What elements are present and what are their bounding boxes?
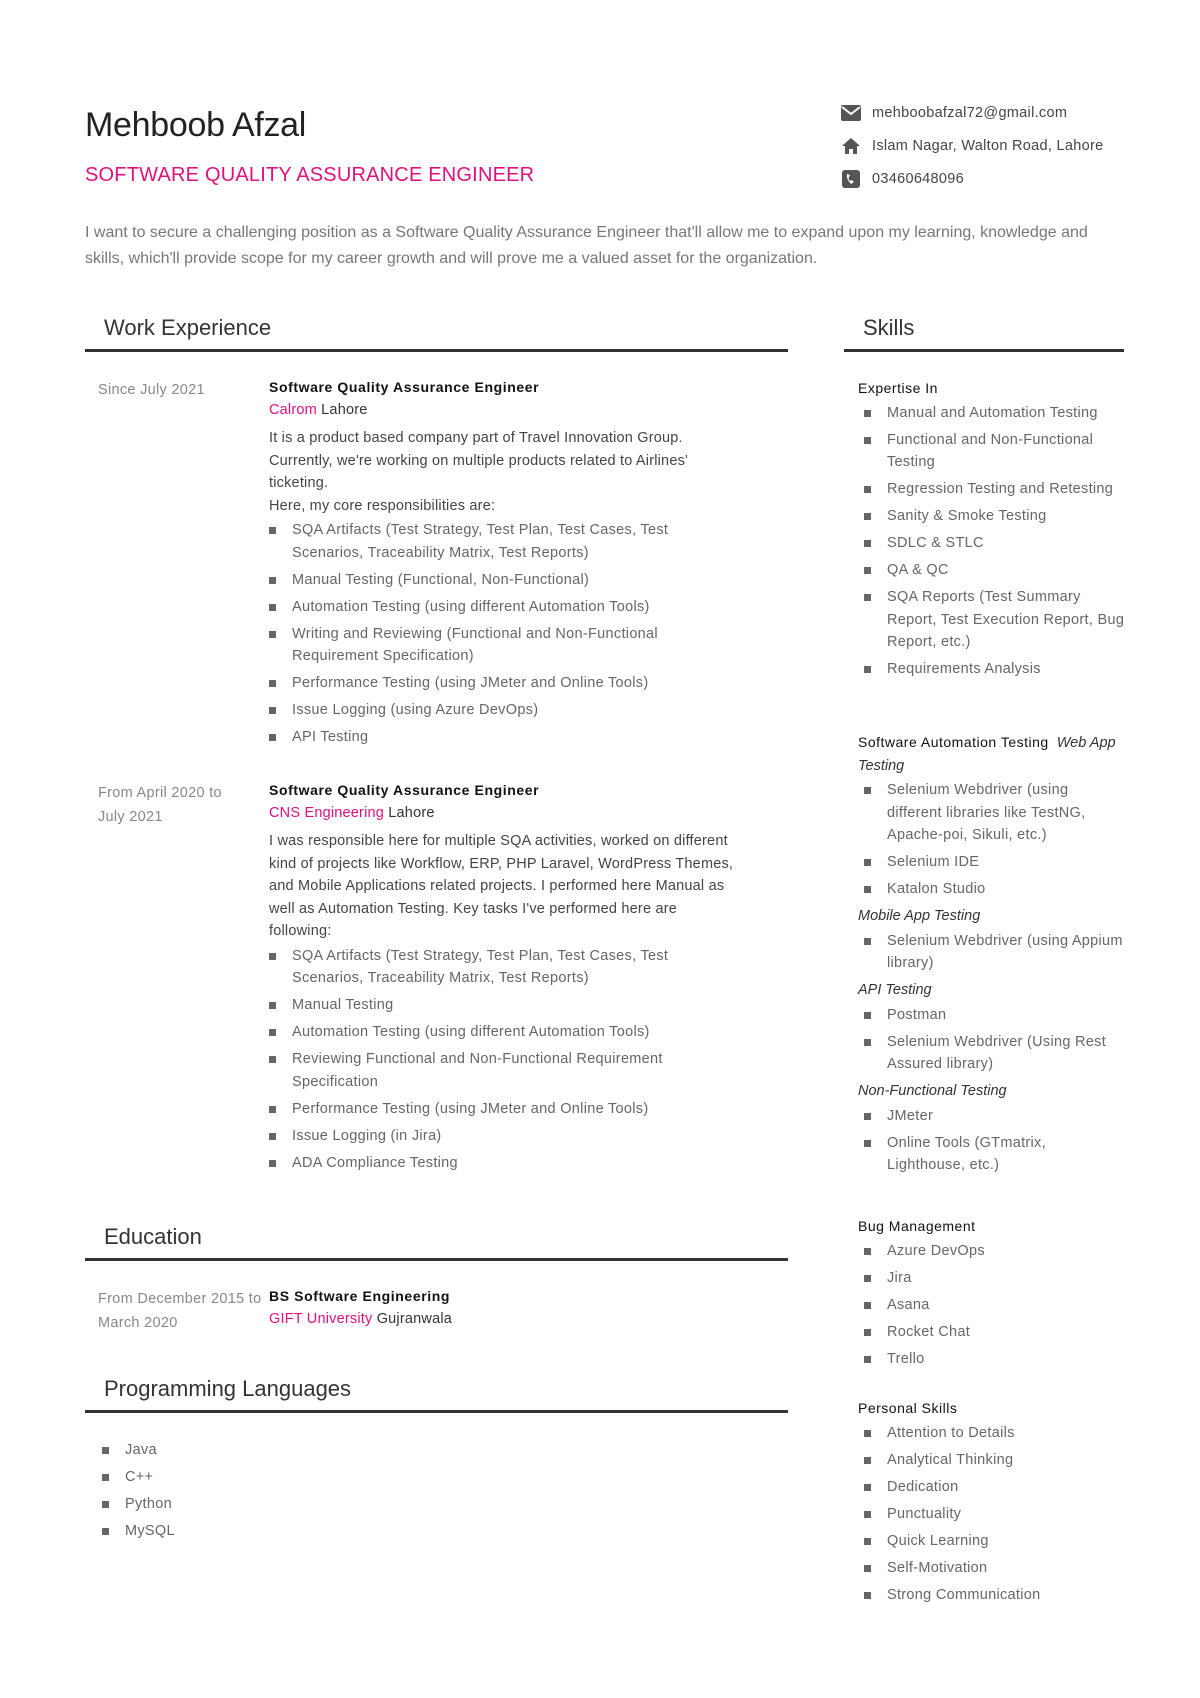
- list-item-text: QA & QC: [887, 562, 949, 578]
- list-item: [858, 1267, 1126, 1290]
- list-item-text: Automation Testing (using different Automation Tools): [292, 1024, 650, 1040]
- list-item: [102, 1439, 402, 1462]
- list-item-text: SQA Artifacts (Test Strategy, Test Plan, Test Cases, Test Scenarios, Traceability Matrix, Test Reports): [292, 947, 669, 986]
- work-experience-rule: [85, 349, 788, 352]
- list-item-text: C++: [125, 1469, 154, 1485]
- job-entry: [269, 376, 739, 753]
- list-item-text: Dedication: [887, 1478, 959, 1495]
- list-item: [858, 586, 1126, 654]
- bullet-icon: [864, 1457, 871, 1464]
- bullet-icon: [269, 707, 276, 714]
- list-item: [858, 559, 1126, 582]
- list-item: [858, 532, 1126, 555]
- skill-category: Bug Management: [858, 1218, 976, 1234]
- list-item-text: Manual Testing: [292, 997, 394, 1013]
- bullet-icon: [269, 1133, 276, 1140]
- list-item: [269, 726, 739, 749]
- bullet-icon: [864, 938, 871, 945]
- list-item-text: Postman: [887, 1006, 947, 1023]
- school-location: Gujranwala: [376, 1310, 453, 1327]
- list-item-text: Manual Testing (Functional, Non-Functional): [292, 571, 590, 588]
- home-icon: [840, 137, 862, 155]
- bullet-icon: [269, 1106, 276, 1113]
- bullet-icon: [102, 1528, 109, 1535]
- skills-expertise: [858, 375, 1126, 685]
- list-item: [269, 623, 739, 668]
- list-item-text: ADA Compliance Testing: [292, 1154, 458, 1171]
- list-item: [858, 1031, 1126, 1076]
- list-item-text: Issue Logging (using Azure DevOps): [292, 702, 539, 718]
- list-item: [269, 945, 739, 990]
- list-item: [858, 1004, 1126, 1027]
- job-intro: Here, my core responsibilities are:: [269, 497, 496, 514]
- bullet-icon: [864, 666, 871, 673]
- bullet-icon: [864, 1113, 871, 1120]
- list-item: [269, 1048, 739, 1093]
- bullet-icon: [864, 1484, 871, 1491]
- list-item: [269, 672, 739, 695]
- bullet-icon: [864, 1565, 871, 1572]
- contact-phone: [840, 170, 964, 188]
- list-item-text: Attention to Details: [887, 1424, 1015, 1441]
- job-date: Since July 2021: [98, 382, 205, 398]
- list-item: [858, 1294, 1126, 1317]
- skills-heading: Skills: [863, 315, 915, 340]
- list-item: [858, 429, 1126, 474]
- skills-rule: [844, 349, 1124, 352]
- list-item: [269, 569, 739, 592]
- list-item-text: Selenium Webdriver (using Appium library): [887, 932, 1123, 971]
- candidate-name: Mehboob Afzal: [85, 106, 307, 144]
- list-item-text: Jira: [887, 1269, 912, 1286]
- list-item: [858, 930, 1126, 975]
- bullet-icon: [864, 787, 871, 794]
- list-item-text: SQA Reports (Test Summary Report, Test Execution Report, Bug Report, etc.): [887, 589, 1125, 650]
- list-item: [858, 1105, 1126, 1128]
- bullet-icon: [864, 1248, 871, 1255]
- list-item: [858, 779, 1126, 847]
- work-experience-heading: Work Experience: [104, 315, 272, 340]
- job-description: It is a product based company part of Travel Innovation Group. Currently, we're working on multiple products related to Airlines' ticketing.: [269, 430, 689, 491]
- list-item-text: Asana: [887, 1296, 930, 1313]
- contact-email: [840, 104, 1067, 122]
- list-item-text: Issue Logging (in Jira): [292, 1127, 442, 1144]
- list-item-text: JMeter: [887, 1107, 934, 1124]
- bullet-icon: [269, 1002, 276, 1009]
- list-item: [858, 1584, 1126, 1607]
- bullet-icon: [864, 410, 871, 417]
- programming-languages-rule: [85, 1410, 788, 1413]
- list-item-text: Online Tools (GTmatrix, Lighthouse, etc.): [887, 1134, 1046, 1173]
- bullet-icon: [102, 1474, 109, 1481]
- job-entry: [269, 779, 739, 1179]
- bullet-icon: [269, 631, 276, 638]
- bullet-icon: [269, 953, 276, 960]
- list-item-text: Trello: [887, 1350, 925, 1367]
- bullet-icon: [864, 1012, 871, 1019]
- list-item: [858, 478, 1126, 501]
- list-item-text: Automation Testing (using different Automation Tools): [292, 598, 650, 615]
- summary: I want to secure a challenging position as a Software Quality Assurance Engineer that'll allow me to expand upon my learning, knowledge and skills, which'll provide scope for my career growth and will prove me a valued asset for the organization.: [85, 224, 1088, 267]
- list-item-text: Java: [125, 1442, 157, 1458]
- list-item: [858, 402, 1126, 425]
- job-title: Software Quality Assurance Engineer: [269, 379, 540, 395]
- list-item-text: Quick Learning: [887, 1532, 989, 1549]
- bullet-icon: [864, 886, 871, 893]
- skill-category: Personal Skills: [858, 1400, 958, 1416]
- bullet-icon: [269, 734, 276, 741]
- job-date: From April 2020 to July 2021: [98, 785, 222, 825]
- bullet-icon: [269, 1029, 276, 1036]
- bullet-icon: [864, 1140, 871, 1147]
- email-text[interactable]: mehboobafzal72@gmail.com: [872, 105, 1068, 121]
- list-item-text: Self-Motivation: [887, 1559, 988, 1576]
- job-title: Software Quality Assurance Engineer: [269, 782, 540, 798]
- list-item-text: Strong Communication: [887, 1586, 1041, 1603]
- list-item: [858, 505, 1126, 528]
- skill-subcategory: Web App Testing: [858, 735, 1116, 774]
- list-item-text: Performance Testing (using JMeter and Online Tools): [292, 1100, 649, 1117]
- bullet-icon: [864, 486, 871, 493]
- list-item: [858, 1132, 1126, 1177]
- list-item: [858, 1422, 1126, 1445]
- bullet-icon: [864, 1592, 871, 1599]
- bullet-icon: [864, 1039, 871, 1046]
- bullet-icon: [864, 437, 871, 444]
- list-item: [269, 596, 739, 619]
- list-item: [102, 1493, 402, 1516]
- bullet-icon: [864, 540, 871, 547]
- contact-address: [840, 137, 1104, 155]
- education-date: From December 2015 to March 2020: [98, 1291, 262, 1331]
- list-item: [269, 1125, 739, 1148]
- list-item-text: Rocket Chat: [887, 1323, 971, 1340]
- bullet-icon: [864, 1329, 871, 1336]
- list-item-text: SDLC & STLC: [887, 535, 984, 551]
- list-item: [858, 851, 1126, 874]
- skill-subcategory: Mobile App Testing: [858, 908, 981, 924]
- list-item: [858, 1557, 1126, 1580]
- list-item-text: Selenium Webdriver (Using Rest Assured library): [887, 1033, 1107, 1072]
- list-item-text: Performance Testing (using JMeter and Online Tools): [292, 675, 649, 691]
- list-item: [858, 1321, 1126, 1344]
- job-location: Lahore: [388, 804, 435, 821]
- bullet-icon: [864, 594, 871, 601]
- job-title: SOFTWARE QUALITY ASSURANCE ENGINEER: [85, 164, 535, 186]
- list-item: [858, 878, 1126, 901]
- skills-automation: [858, 731, 1126, 1181]
- list-item-text: Python: [125, 1496, 172, 1512]
- list-item-text: Reviewing Functional and Non-Functional Requirement Specification: [292, 1051, 663, 1090]
- bullet-icon: [864, 859, 871, 866]
- bullet-icon: [269, 1160, 276, 1167]
- list-item-text: Selenium IDE: [887, 854, 980, 870]
- list-item: [858, 1476, 1126, 1499]
- job-location: Lahore: [321, 401, 368, 418]
- list-item: [269, 994, 739, 1017]
- education-heading: Education: [104, 1224, 202, 1249]
- languages-list: [102, 1439, 402, 1547]
- skill-subcategory: API Testing: [858, 982, 932, 998]
- phone-text: 03460648096: [872, 171, 965, 187]
- bullet-icon: [864, 567, 871, 574]
- bullet-icon: [864, 1430, 871, 1437]
- bullet-icon: [269, 680, 276, 687]
- list-item: [858, 1530, 1126, 1553]
- list-item-text: Regression Testing and Retesting: [887, 481, 1114, 497]
- company-name: Calrom: [269, 401, 317, 418]
- list-item: [858, 1503, 1126, 1526]
- school-name: GIFT University: [269, 1310, 373, 1327]
- bullet-icon: [864, 1275, 871, 1282]
- bullet-icon: [269, 604, 276, 611]
- list-item-text: SQA Artifacts (Test Strategy, Test Plan, Test Cases, Test Scenarios, Traceability Matrix, Test Reports): [292, 522, 669, 561]
- bullet-icon: [864, 1302, 871, 1309]
- bullet-icon: [269, 577, 276, 584]
- job-bullets: [269, 519, 739, 749]
- list-item-text: MySQL: [125, 1523, 175, 1539]
- bullet-icon: [102, 1447, 109, 1454]
- list-item-text: Writing and Reviewing (Functional and Non-Functional Requirement Specification): [292, 625, 658, 664]
- list-item: [102, 1466, 402, 1489]
- bullet-icon: [864, 1356, 871, 1363]
- list-item: [858, 1348, 1126, 1371]
- list-item-text: Requirements Analysis: [887, 661, 1041, 677]
- envelope-icon: [840, 104, 862, 122]
- bullet-icon: [864, 1538, 871, 1545]
- list-item-text: Manual and Automation Testing: [887, 404, 1098, 421]
- list-item-text: Selenium Webdriver (using different libraries like TestNG, Apache-poi, Sikuli, etc.): [887, 782, 1086, 843]
- list-item: [269, 1021, 739, 1044]
- bullet-icon: [102, 1501, 109, 1508]
- skill-subcategory: Non-Functional Testing: [858, 1083, 1007, 1099]
- skill-category: Software Automation Testing: [858, 734, 1049, 750]
- list-item-text: Functional and Non-Functional Testing: [887, 431, 1094, 470]
- bullet-icon: [269, 527, 276, 534]
- programming-languages-heading: Programming Languages: [104, 1376, 352, 1401]
- education-rule: [85, 1258, 788, 1261]
- education-entry: [269, 1285, 739, 1330]
- list-item: [858, 1240, 1126, 1263]
- list-item-text: API Testing: [292, 729, 369, 745]
- bullet-icon: [269, 1056, 276, 1063]
- job-description: I was responsible here for multiple SQA activities, worked on different kind of projects like Workflow, ERP, PHP Laravel, WordPress Themes, and Mobile Applications related projects. I performed here Manual as well as Automation Testing. Key tasks I've performed here are following:: [269, 833, 734, 939]
- list-item: [269, 699, 739, 722]
- list-item-text: Punctuality: [887, 1505, 962, 1522]
- list-item: [269, 519, 739, 564]
- address-text: Islam Nagar, Walton Road, Lahore: [872, 138, 1104, 154]
- job-bullets: [269, 945, 739, 1175]
- company-name: CNS Engineering: [269, 804, 385, 821]
- bullet-icon: [864, 513, 871, 520]
- list-item: [858, 658, 1126, 681]
- list-item-text: Sanity & Smoke Testing: [887, 508, 1047, 524]
- list-item: [269, 1098, 739, 1121]
- degree: BS Software Engineering: [269, 1288, 451, 1304]
- list-item-text: Analytical Thinking: [887, 1451, 1014, 1468]
- list-item: [858, 1449, 1126, 1472]
- skills-personal: [858, 1395, 1126, 1611]
- list-item: [102, 1520, 402, 1543]
- list-item-text: Azure DevOps: [887, 1242, 985, 1259]
- skills-bug-management: [858, 1213, 1126, 1375]
- skill-category: Expertise In: [858, 380, 938, 396]
- phone-icon: [840, 170, 862, 188]
- list-item-text: Katalon Studio: [887, 881, 986, 897]
- list-item: [269, 1152, 739, 1175]
- bullet-icon: [864, 1511, 871, 1518]
